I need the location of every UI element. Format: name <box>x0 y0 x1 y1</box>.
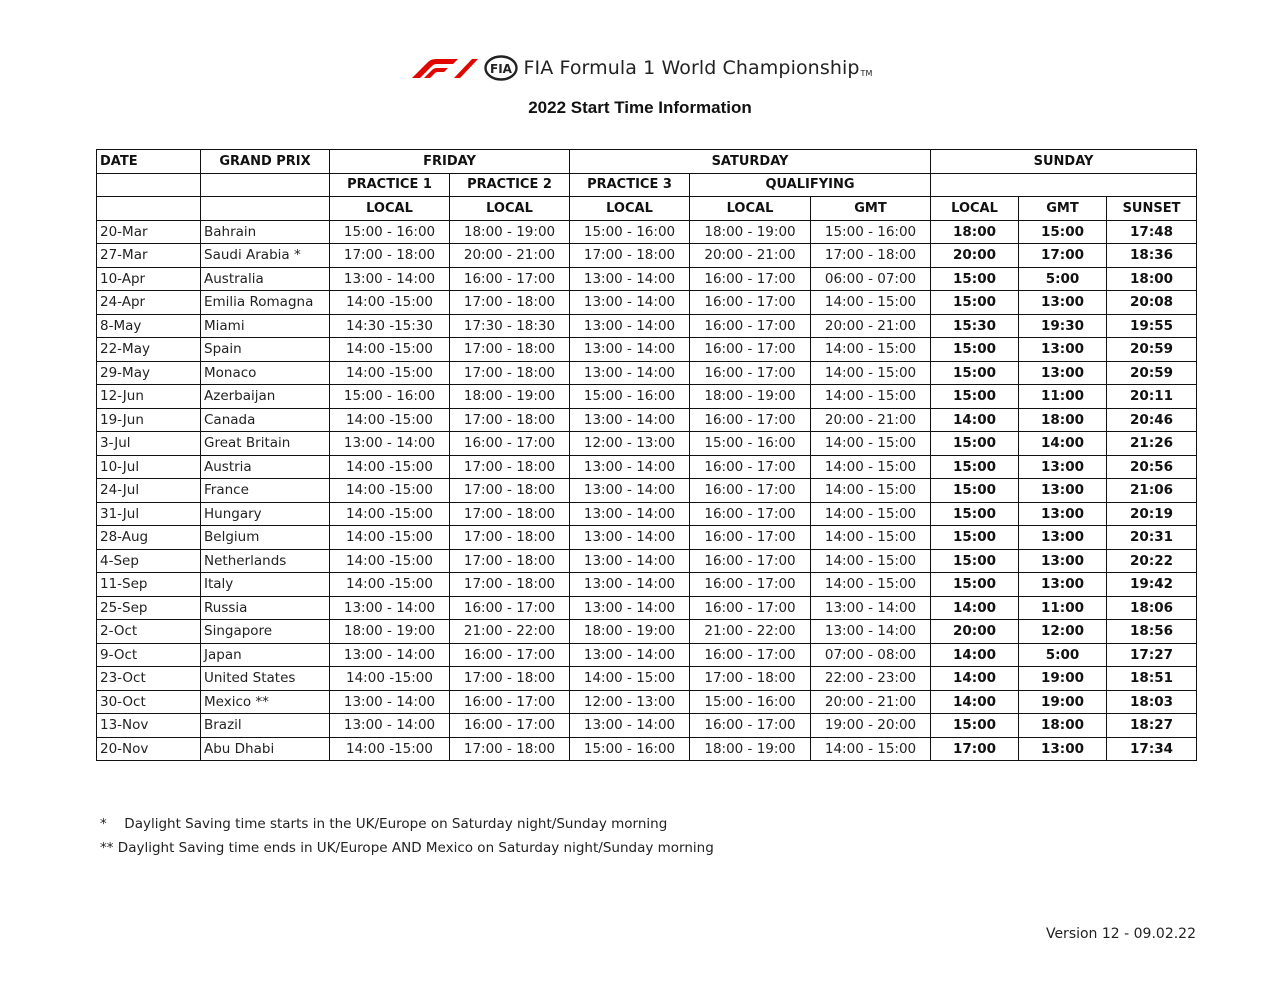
cell-grand-prix: Abu Dhabi <box>201 737 330 761</box>
cell-qualifying-local: 16:00 - 17:00 <box>690 502 811 526</box>
header-local: LOCAL <box>330 197 450 221</box>
cell-date: 8-May <box>97 314 201 338</box>
table-row <box>97 502 1197 526</box>
cell-date: 22-May <box>97 338 201 362</box>
cell-date: 29-May <box>97 361 201 385</box>
cell-qualifying-local: 18:00 - 19:00 <box>690 220 811 244</box>
cell-practice-2: 21:00 - 22:00 <box>450 620 570 644</box>
cell-grand-prix: Russia <box>201 596 330 620</box>
table-row <box>97 737 1197 761</box>
cell-qualifying-local: 18:00 - 19:00 <box>690 385 811 409</box>
table-row <box>97 549 1197 573</box>
table-row <box>97 338 1197 362</box>
header-sunday: SUNDAY <box>931 150 1197 174</box>
cell-qualifying-local: 16:00 - 17:00 <box>690 479 811 503</box>
cell-practice-2: 17:00 - 18:00 <box>450 549 570 573</box>
cell-qualifying-gmt: 14:00 - 15:00 <box>811 291 931 315</box>
cell-qualifying-gmt: 20:00 - 21:00 <box>811 408 931 432</box>
cell-qualifying-local: 16:00 - 17:00 <box>690 526 811 550</box>
cell-sunset: 19:42 <box>1107 573 1197 597</box>
cell-date: 27-Mar <box>97 244 201 268</box>
document-header <box>0 52 1280 84</box>
cell-grand-prix: Austria <box>201 455 330 479</box>
cell-sunset: 17:48 <box>1107 220 1197 244</box>
cell-practice-3: 15:00 - 16:00 <box>570 737 690 761</box>
cell-grand-prix: Hungary <box>201 502 330 526</box>
cell-practice-1: 14:00 -15:00 <box>330 502 450 526</box>
cell-race-local: 15:00 <box>931 549 1019 573</box>
cell-qualifying-gmt: 14:00 - 15:00 <box>811 385 931 409</box>
cell-practice-2: 18:00 - 19:00 <box>450 385 570 409</box>
table-row <box>97 361 1197 385</box>
cell-qualifying-gmt: 14:00 - 15:00 <box>811 573 931 597</box>
cell-practice-3: 12:00 - 13:00 <box>570 690 690 714</box>
table-row <box>97 432 1197 456</box>
cell-practice-3: 13:00 - 14:00 <box>570 502 690 526</box>
cell-race-gmt: 13:00 <box>1019 291 1107 315</box>
cell-qualifying-gmt: 06:00 - 07:00 <box>811 267 931 291</box>
cell-qualifying-gmt: 14:00 - 15:00 <box>811 737 931 761</box>
cell-practice-1: 14:00 -15:00 <box>330 573 450 597</box>
cell-race-gmt: 11:00 <box>1019 385 1107 409</box>
cell-grand-prix: Japan <box>201 643 330 667</box>
cell-grand-prix: United States <box>201 667 330 691</box>
cell-grand-prix: Netherlands <box>201 549 330 573</box>
cell-race-gmt: 13:00 <box>1019 361 1107 385</box>
cell-practice-3: 13:00 - 14:00 <box>570 596 690 620</box>
cell-practice-2: 16:00 - 17:00 <box>450 432 570 456</box>
cell-race-gmt: 13:00 <box>1019 455 1107 479</box>
cell-race-local: 14:00 <box>931 408 1019 432</box>
brand-title: FIA Formula 1 World ChampionshipTM <box>523 57 873 79</box>
cell-qualifying-local: 16:00 - 17:00 <box>690 714 811 738</box>
version-label: Version 12 - 09.02.22 <box>1045 926 1196 942</box>
svg-text:FIA: FIA <box>489 62 512 76</box>
cell-date: 9-Oct <box>97 643 201 667</box>
cell-practice-1: 14:00 -15:00 <box>330 479 450 503</box>
header-blank <box>201 197 330 221</box>
cell-date: 13-Nov <box>97 714 201 738</box>
cell-qualifying-local: 16:00 - 17:00 <box>690 455 811 479</box>
cell-date: 10-Apr <box>97 267 201 291</box>
cell-race-gmt: 13:00 <box>1019 479 1107 503</box>
schedule-body <box>97 220 1197 761</box>
cell-race-local: 20:00 <box>931 620 1019 644</box>
cell-practice-2: 17:30 - 18:30 <box>450 314 570 338</box>
table-row <box>97 385 1197 409</box>
cell-race-local: 15:00 <box>931 338 1019 362</box>
cell-practice-3: 15:00 - 16:00 <box>570 385 690 409</box>
cell-practice-3: 13:00 - 14:00 <box>570 291 690 315</box>
cell-practice-1: 14:30 -15:30 <box>330 314 450 338</box>
header-row-days <box>97 150 1197 174</box>
footnotes <box>100 812 714 860</box>
cell-practice-3: 13:00 - 14:00 <box>570 526 690 550</box>
cell-practice-2: 17:00 - 18:00 <box>450 502 570 526</box>
cell-qualifying-gmt: 17:00 - 18:00 <box>811 244 931 268</box>
cell-practice-1: 14:00 -15:00 <box>330 455 450 479</box>
cell-qualifying-local: 16:00 - 17:00 <box>690 596 811 620</box>
cell-practice-1: 18:00 - 19:00 <box>330 620 450 644</box>
cell-date: 20-Mar <box>97 220 201 244</box>
footnote-mark: * <box>100 816 107 832</box>
header-gmt: GMT <box>811 197 931 221</box>
schedule-table <box>96 149 1197 761</box>
cell-qualifying-local: 16:00 - 17:00 <box>690 267 811 291</box>
cell-sunset: 20:59 <box>1107 338 1197 362</box>
cell-race-gmt: 19:30 <box>1019 314 1107 338</box>
cell-grand-prix: Monaco <box>201 361 330 385</box>
cell-race-local: 14:00 <box>931 596 1019 620</box>
cell-qualifying-gmt: 19:00 - 20:00 <box>811 714 931 738</box>
cell-practice-3: 13:00 - 14:00 <box>570 643 690 667</box>
cell-qualifying-local: 16:00 - 17:00 <box>690 291 811 315</box>
table-row <box>97 690 1197 714</box>
cell-practice-2: 17:00 - 18:00 <box>450 479 570 503</box>
cell-grand-prix: Mexico ** <box>201 690 330 714</box>
header-blank <box>97 173 201 197</box>
cell-sunset: 20:11 <box>1107 385 1197 409</box>
cell-qualifying-local: 16:00 - 17:00 <box>690 549 811 573</box>
cell-practice-3: 13:00 - 14:00 <box>570 408 690 432</box>
cell-race-gmt: 11:00 <box>1019 596 1107 620</box>
table-row <box>97 220 1197 244</box>
cell-practice-1: 17:00 - 18:00 <box>330 244 450 268</box>
cell-grand-prix: Canada <box>201 408 330 432</box>
cell-qualifying-local: 16:00 - 17:00 <box>690 361 811 385</box>
cell-race-local: 14:00 <box>931 667 1019 691</box>
cell-practice-3: 12:00 - 13:00 <box>570 432 690 456</box>
cell-practice-3: 13:00 - 14:00 <box>570 714 690 738</box>
cell-date: 30-Oct <box>97 690 201 714</box>
cell-sunset: 20:46 <box>1107 408 1197 432</box>
fia-logo <box>484 55 518 81</box>
table-row <box>97 526 1197 550</box>
header-friday: FRIDAY <box>330 150 570 174</box>
cell-date: 25-Sep <box>97 596 201 620</box>
cell-race-gmt: 5:00 <box>1019 267 1107 291</box>
cell-sunset: 20:22 <box>1107 549 1197 573</box>
cell-sunset: 18:27 <box>1107 714 1197 738</box>
header-saturday: SATURDAY <box>570 150 931 174</box>
header-row-zones <box>97 197 1197 221</box>
cell-sunset: 21:26 <box>1107 432 1197 456</box>
cell-sunset: 18:00 <box>1107 267 1197 291</box>
cell-race-local: 14:00 <box>931 643 1019 667</box>
cell-practice-3: 13:00 - 14:00 <box>570 549 690 573</box>
cell-practice-2: 17:00 - 18:00 <box>450 361 570 385</box>
cell-date: 4-Sep <box>97 549 201 573</box>
cell-sunset: 21:06 <box>1107 479 1197 503</box>
cell-qualifying-local: 21:00 - 22:00 <box>690 620 811 644</box>
cell-practice-1: 13:00 - 14:00 <box>330 267 450 291</box>
cell-practice-2: 16:00 - 17:00 <box>450 267 570 291</box>
header-row-sessions <box>97 173 1197 197</box>
cell-practice-2: 18:00 - 19:00 <box>450 220 570 244</box>
table-row <box>97 455 1197 479</box>
cell-practice-3: 13:00 - 14:00 <box>570 479 690 503</box>
cell-practice-3: 13:00 - 14:00 <box>570 455 690 479</box>
cell-sunset: 19:55 <box>1107 314 1197 338</box>
cell-qualifying-gmt: 13:00 - 14:00 <box>811 620 931 644</box>
cell-date: 23-Oct <box>97 667 201 691</box>
cell-race-local: 15:00 <box>931 455 1019 479</box>
footnote-text: Daylight Saving time starts in the UK/Europe on Saturday night/Sunday morning <box>124 816 668 832</box>
cell-sunset: 18:51 <box>1107 667 1197 691</box>
cell-race-gmt: 13:00 <box>1019 338 1107 362</box>
cell-race-local: 15:00 <box>931 291 1019 315</box>
cell-qualifying-local: 17:00 - 18:00 <box>690 667 811 691</box>
cell-practice-3: 13:00 - 14:00 <box>570 314 690 338</box>
table-row <box>97 667 1197 691</box>
cell-practice-2: 17:00 - 18:00 <box>450 338 570 362</box>
cell-practice-1: 13:00 - 14:00 <box>330 690 450 714</box>
header-local: LOCAL <box>690 197 811 221</box>
table-row <box>97 620 1197 644</box>
cell-qualifying-gmt: 14:00 - 15:00 <box>811 338 931 362</box>
cell-qualifying-local: 15:00 - 16:00 <box>690 432 811 456</box>
cell-grand-prix: Emilia Romagna <box>201 291 330 315</box>
cell-practice-2: 17:00 - 18:00 <box>450 737 570 761</box>
cell-qualifying-gmt: 14:00 - 15:00 <box>811 361 931 385</box>
table-row <box>97 267 1197 291</box>
cell-race-local: 15:00 <box>931 526 1019 550</box>
cell-date: 28-Aug <box>97 526 201 550</box>
cell-date: 3-Jul <box>97 432 201 456</box>
cell-date: 24-Apr <box>97 291 201 315</box>
table-row <box>97 643 1197 667</box>
cell-race-gmt: 19:00 <box>1019 667 1107 691</box>
header-local: LOCAL <box>450 197 570 221</box>
cell-grand-prix: Italy <box>201 573 330 597</box>
cell-practice-2: 16:00 - 17:00 <box>450 714 570 738</box>
page-title: 2022 Start Time Information <box>528 98 752 117</box>
cell-qualifying-local: 20:00 - 21:00 <box>690 244 811 268</box>
cell-race-gmt: 15:00 <box>1019 220 1107 244</box>
cell-qualifying-gmt: 14:00 - 15:00 <box>811 432 931 456</box>
cell-sunset: 20:31 <box>1107 526 1197 550</box>
cell-race-local: 15:00 <box>931 385 1019 409</box>
cell-qualifying-gmt: 20:00 - 21:00 <box>811 690 931 714</box>
table-row <box>97 714 1197 738</box>
cell-grand-prix: Singapore <box>201 620 330 644</box>
cell-race-gmt: 13:00 <box>1019 502 1107 526</box>
cell-grand-prix: Saudi Arabia * <box>201 244 330 268</box>
cell-practice-1: 14:00 -15:00 <box>330 338 450 362</box>
cell-practice-1: 13:00 - 14:00 <box>330 643 450 667</box>
cell-grand-prix: Brazil <box>201 714 330 738</box>
header-sunset: SUNSET <box>1107 197 1197 221</box>
cell-practice-1: 14:00 -15:00 <box>330 526 450 550</box>
cell-race-local: 15:00 <box>931 479 1019 503</box>
cell-practice-1: 15:00 - 16:00 <box>330 220 450 244</box>
cell-qualifying-local: 16:00 - 17:00 <box>690 338 811 362</box>
footnote-mark: ** <box>100 840 114 856</box>
cell-practice-3: 18:00 - 19:00 <box>570 620 690 644</box>
cell-date: 2-Oct <box>97 620 201 644</box>
cell-grand-prix: Azerbaijan <box>201 385 330 409</box>
table-row <box>97 479 1197 503</box>
cell-race-gmt: 18:00 <box>1019 714 1107 738</box>
cell-race-gmt: 5:00 <box>1019 643 1107 667</box>
cell-date: 31-Jul <box>97 502 201 526</box>
cell-qualifying-gmt: 14:00 - 15:00 <box>811 502 931 526</box>
cell-race-gmt: 17:00 <box>1019 244 1107 268</box>
cell-grand-prix: Australia <box>201 267 330 291</box>
header-practice-3: PRACTICE 3 <box>570 173 690 197</box>
cell-qualifying-gmt: 22:00 - 23:00 <box>811 667 931 691</box>
footnote <box>100 836 714 860</box>
cell-date: 20-Nov <box>97 737 201 761</box>
cell-qualifying-gmt: 14:00 - 15:00 <box>811 455 931 479</box>
cell-grand-prix: France <box>201 479 330 503</box>
cell-race-gmt: 13:00 <box>1019 737 1107 761</box>
cell-sunset: 18:06 <box>1107 596 1197 620</box>
footnote <box>100 812 714 836</box>
f1-logo <box>408 57 478 79</box>
table-row <box>97 291 1197 315</box>
cell-qualifying-gmt: 14:00 - 15:00 <box>811 526 931 550</box>
cell-grand-prix: Belgium <box>201 526 330 550</box>
cell-race-local: 17:00 <box>931 737 1019 761</box>
cell-practice-3: 13:00 - 14:00 <box>570 338 690 362</box>
cell-practice-1: 14:00 -15:00 <box>330 291 450 315</box>
cell-race-local: 15:00 <box>931 432 1019 456</box>
cell-race-gmt: 19:00 <box>1019 690 1107 714</box>
cell-race-local: 15:00 <box>931 714 1019 738</box>
cell-qualifying-local: 16:00 - 17:00 <box>690 408 811 432</box>
table-row <box>97 244 1197 268</box>
cell-practice-2: 16:00 - 17:00 <box>450 690 570 714</box>
cell-practice-1: 13:00 - 14:00 <box>330 432 450 456</box>
header-blank <box>931 173 1197 197</box>
cell-race-gmt: 12:00 <box>1019 620 1107 644</box>
cell-practice-1: 14:00 -15:00 <box>330 549 450 573</box>
table-row <box>97 314 1197 338</box>
cell-date: 11-Sep <box>97 573 201 597</box>
cell-grand-prix: Miami <box>201 314 330 338</box>
cell-race-gmt: 13:00 <box>1019 549 1107 573</box>
cell-qualifying-local: 15:00 - 16:00 <box>690 690 811 714</box>
cell-race-local: 15:30 <box>931 314 1019 338</box>
cell-practice-2: 17:00 - 18:00 <box>450 573 570 597</box>
cell-practice-2: 16:00 - 17:00 <box>450 643 570 667</box>
cell-practice-2: 16:00 - 17:00 <box>450 596 570 620</box>
cell-practice-1: 15:00 - 16:00 <box>330 385 450 409</box>
header-blank <box>97 197 201 221</box>
cell-date: 19-Jun <box>97 408 201 432</box>
cell-practice-1: 14:00 -15:00 <box>330 361 450 385</box>
cell-race-local: 15:00 <box>931 573 1019 597</box>
cell-practice-1: 14:00 -15:00 <box>330 667 450 691</box>
table-row <box>97 573 1197 597</box>
header-blank <box>201 173 330 197</box>
cell-race-local: 15:00 <box>931 267 1019 291</box>
header-qualifying: QUALIFYING <box>690 173 931 197</box>
header-date: DATE <box>97 150 201 174</box>
cell-sunset: 18:36 <box>1107 244 1197 268</box>
cell-qualifying-local: 16:00 - 17:00 <box>690 643 811 667</box>
cell-practice-2: 17:00 - 18:00 <box>450 408 570 432</box>
header-grand-prix: GRAND PRIX <box>201 150 330 174</box>
cell-qualifying-gmt: 13:00 - 14:00 <box>811 596 931 620</box>
header-practice-1: PRACTICE 1 <box>330 173 450 197</box>
cell-race-local: 18:00 <box>931 220 1019 244</box>
cell-qualifying-local: 16:00 - 17:00 <box>690 573 811 597</box>
cell-race-local: 15:00 <box>931 361 1019 385</box>
trademark: TM <box>860 69 873 78</box>
cell-sunset: 17:34 <box>1107 737 1197 761</box>
cell-date: 24-Jul <box>97 479 201 503</box>
cell-practice-1: 14:00 -15:00 <box>330 737 450 761</box>
cell-qualifying-gmt: 20:00 - 21:00 <box>811 314 931 338</box>
cell-qualifying-gmt: 07:00 - 08:00 <box>811 643 931 667</box>
cell-practice-3: 13:00 - 14:00 <box>570 361 690 385</box>
table-row <box>97 596 1197 620</box>
header-gmt: GMT <box>1019 197 1107 221</box>
cell-qualifying-local: 18:00 - 19:00 <box>690 737 811 761</box>
cell-date: 10-Jul <box>97 455 201 479</box>
cell-qualifying-gmt: 14:00 - 15:00 <box>811 549 931 573</box>
cell-sunset: 20:56 <box>1107 455 1197 479</box>
cell-race-gmt: 13:00 <box>1019 573 1107 597</box>
cell-sunset: 18:56 <box>1107 620 1197 644</box>
cell-sunset: 18:03 <box>1107 690 1197 714</box>
header-practice-2: PRACTICE 2 <box>450 173 570 197</box>
cell-sunset: 17:27 <box>1107 643 1197 667</box>
cell-race-local: 15:00 <box>931 502 1019 526</box>
cell-race-gmt: 13:00 <box>1019 526 1107 550</box>
cell-qualifying-gmt: 15:00 - 16:00 <box>811 220 931 244</box>
cell-qualifying-gmt: 14:00 - 15:00 <box>811 479 931 503</box>
cell-race-gmt: 18:00 <box>1019 408 1107 432</box>
cell-practice-1: 13:00 - 14:00 <box>330 714 450 738</box>
cell-practice-3: 13:00 - 14:00 <box>570 267 690 291</box>
cell-practice-3: 17:00 - 18:00 <box>570 244 690 268</box>
cell-practice-2: 17:00 - 18:00 <box>450 526 570 550</box>
cell-qualifying-local: 16:00 - 17:00 <box>690 314 811 338</box>
cell-sunset: 20:19 <box>1107 502 1197 526</box>
cell-grand-prix: Bahrain <box>201 220 330 244</box>
cell-practice-3: 15:00 - 16:00 <box>570 220 690 244</box>
cell-practice-3: 14:00 - 15:00 <box>570 667 690 691</box>
cell-practice-2: 17:00 - 18:00 <box>450 667 570 691</box>
cell-practice-2: 17:00 - 18:00 <box>450 291 570 315</box>
cell-practice-1: 14:00 -15:00 <box>330 408 450 432</box>
cell-race-local: 20:00 <box>931 244 1019 268</box>
cell-practice-2: 17:00 - 18:00 <box>450 455 570 479</box>
cell-practice-3: 13:00 - 14:00 <box>570 573 690 597</box>
cell-race-local: 14:00 <box>931 690 1019 714</box>
cell-grand-prix: Great Britain <box>201 432 330 456</box>
cell-practice-1: 13:00 - 14:00 <box>330 596 450 620</box>
cell-date: 12-Jun <box>97 385 201 409</box>
header-local: LOCAL <box>570 197 690 221</box>
header-local: LOCAL <box>931 197 1019 221</box>
table-row <box>97 408 1197 432</box>
footnote-text: Daylight Saving time ends in UK/Europe AND Mexico on Saturday night/Sunday morning <box>117 840 714 856</box>
cell-sunset: 20:59 <box>1107 361 1197 385</box>
cell-grand-prix: Spain <box>201 338 330 362</box>
cell-practice-2: 20:00 - 21:00 <box>450 244 570 268</box>
cell-race-gmt: 14:00 <box>1019 432 1107 456</box>
cell-sunset: 20:08 <box>1107 291 1197 315</box>
